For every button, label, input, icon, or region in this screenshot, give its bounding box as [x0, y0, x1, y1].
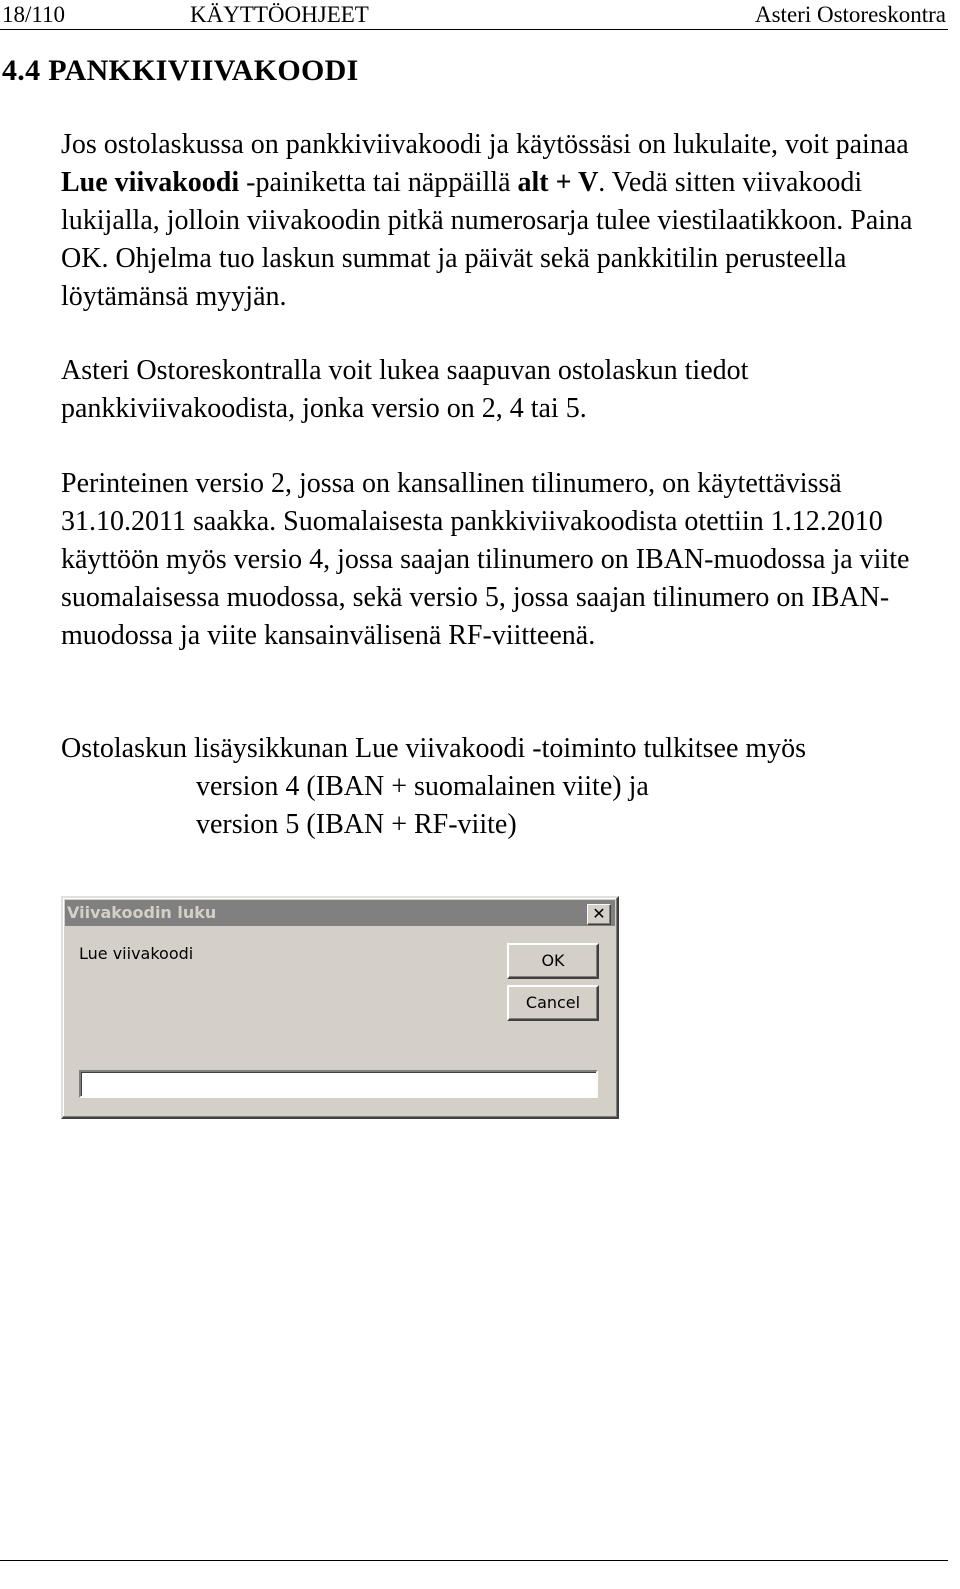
dialog-intro-line-3: version 5 (IBAN + RF-viite) [196, 809, 517, 840]
dialog-intro-line-1: Ostolaskun lisäysikkunan Lue viivakoodi -toiminto tulkitsee myös [61, 733, 807, 764]
page-number: 18/110 [2, 2, 66, 27]
lue-viivakoodi-term: Lue viivakoodi [61, 167, 240, 198]
footer-rule [0, 1560, 948, 1561]
dialog-titlebar[interactable] [65, 900, 615, 926]
page-header [0, 0, 948, 30]
close-button[interactable] [587, 904, 611, 925]
paragraph-dialog-intro [61, 730, 946, 844]
paragraph-versions: Asteri Ostoreskontralla voit lukea saapuvan ostolaskun tiedot pankkiviivakoodista, jonka versio on 2, 4 tai 5. [61, 355, 749, 424]
paragraph-intro-text-2: -painiketta tai näppäillä [239, 167, 518, 198]
section-name: KÄYTTÖOHJEET [190, 2, 369, 27]
dialog-title: Viivakoodin luku [67, 903, 217, 922]
barcode-input[interactable] [79, 1070, 598, 1098]
section-heading: 4.4 PANKKIVIIVAKOODI [2, 54, 359, 87]
cancel-button[interactable]: Cancel [507, 985, 599, 1021]
paragraph-intro [61, 126, 946, 316]
paragraph-version-details: Perinteinen versio 2, jossa on kansallinen tilinumero, on käytettävissä 31.10.2011 saakka. Suomalaisesta pankkiviivakoodista otettiin 1.12.2010 käyttöön myös versio 4, jossa saajan tilinumero on IBAN-muodossa ja viite suomalaisessa muodossa, sekä versio 5, jossa saajan tilinumero on IBAN-muodossa ja viite kansainvälisenä RF-viitteenä. [61, 468, 910, 651]
close-icon: ✕ [592, 904, 606, 923]
paragraph-intro-text-3: . Vedä sitten viivakoodi lukijalla, jolloin viivakoodin pitkä numerosarja tulee viestilaatikkoon. Paina OK. Ohjelma tuo laskun summat ja päivät sekä pankkitilin perusteella löytämänsä myyjän. [61, 167, 913, 312]
dialog-prompt: Lue viivakoodi [79, 944, 194, 963]
dialog-intro-line-2: version 4 (IBAN + suomalainen viite) ja [196, 771, 649, 802]
product-name: Asteri Ostoreskontra [755, 2, 946, 27]
paragraph-intro-text-1: Jos ostolaskussa on pankkiviivakoodi ja käytössäsi on lukulaite, voit painaa [61, 129, 909, 160]
shortcut-key: alt + V [517, 167, 599, 198]
ok-button[interactable]: OK [507, 943, 599, 979]
barcode-dialog [61, 896, 619, 1119]
